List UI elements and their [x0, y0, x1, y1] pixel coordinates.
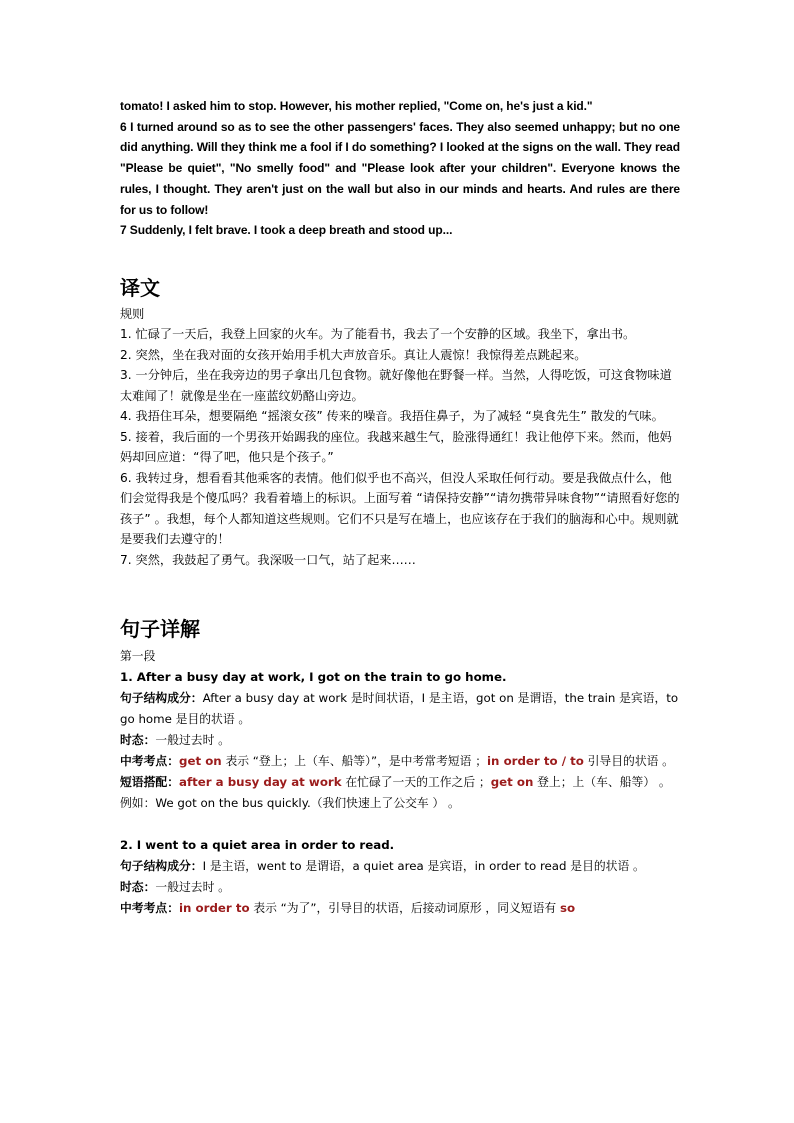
exam-keyword: so [559, 901, 576, 916]
exam-text: 表示 “为了”，引导目的状语，后接动词原形 ，同义短语有 [249, 901, 560, 916]
phrase-line [120, 772, 680, 814]
section-label: 第一段 [120, 649, 156, 664]
sentence-1: 1. After a busy day at work, I got on the train to go home. [120, 670, 507, 685]
translation-paragraph: 4. 我捂住耳朵，想要隔绝 “摇滚女孩” 传来的噪音。我捂住鼻子，为了减轻 “臭食先生” 散发的气味。 [120, 409, 664, 424]
sentence-2: 2. I went to a quiet area in order to read. [120, 838, 395, 853]
exam-point-line [120, 751, 680, 772]
structure-text: I 是主语，went to 是谓语，a quiet area 是宾语，in order to read 是目的状语 。 [202, 859, 645, 874]
structure-line [120, 856, 680, 877]
phrase-label: 短语搭配： [120, 775, 179, 790]
tense-text: 一般过去时 。 [155, 880, 230, 895]
story-line-1: tomato! I asked him to stop. However, his mother replied, "Come on, he's just a kid." [120, 99, 593, 113]
phrase-keyword: after a busy day at work [179, 775, 342, 790]
translation-paragraph: 6. 我转过身，想看看其他乘客的表情。他们似乎也不高兴，但没人采取任何行动。要是我做点什么，他们会觉得我是个傻瓜吗？我看着墙上的标识。上面写着 “请保持安静”“请勿携带异味食物”“请照看好您的孩子” 。我想，每个人都知道这些规则。它们不只是写在墙上，也应该存在于我们的脑海和心中。规则就是要我们去遵守的！ [120, 470, 680, 547]
phrase-text: 在忙碌了一天的工作之后 ； [341, 775, 491, 790]
exam-label: 中考考点： [120, 754, 179, 769]
exam-keyword: in order to / to [487, 754, 584, 769]
structure-label: 句子结构成分： [120, 859, 203, 874]
translation-paragraph: 3. 一分钟后，坐在我旁边的男子拿出几包食物。就好像他在野餐一样。当然，人得吃饭，可这食物味道太难闻了！就像是坐在一座蓝纹奶酪山旁边。 [120, 368, 672, 403]
story-paragraph-7: 7 Suddenly, I felt brave. I took a deep breath and stood up... [120, 223, 453, 238]
tense-line [120, 877, 680, 898]
translation-paragraph: 5. 接着，我后面的一个男孩开始踢我的座位。我越来越生气，脸涨得通红！我让他停下来。然而，他妈妈却回应道：“得了吧，他只是个孩子。” [120, 429, 672, 465]
tense-text: 一般过去时 。 [155, 733, 230, 748]
exam-keyword: in order to [179, 901, 250, 916]
exam-text: 引导目的状语 。 [583, 754, 674, 769]
story-paragraph-6: 6 I turned around so as to see the other passengers' faces. They also seemed unhappy; but no one did anything. Will they think me a fool if I do something? I looked at the signs on the wall. They read "Please be quiet", "No smelly food" and "Please look after your children". Everyone knows the rules, I thought. They aren't just on the wall but also in our minds and hearts. And rules are there for us to follow! [120, 119, 680, 217]
details-heading: 句子详解 [120, 617, 200, 642]
translation-heading: 译文 [120, 275, 160, 300]
exam-text: 表示 “登上；上（车、船等）”，是中考常考短语 ； [221, 754, 488, 769]
exam-keyword: get on [179, 754, 222, 769]
translation-paragraph: 2. 突然，坐在我对面的女孩开始用手机大声放音乐。真让人震惊！我惊得差点跳起来。 [120, 347, 587, 362]
structure-line [120, 688, 680, 730]
phrase-keyword: get on [490, 775, 534, 790]
structure-label: 句子结构成分： [120, 691, 203, 706]
document-page [120, 96, 680, 919]
sentence-details [120, 646, 680, 919]
exam-label: 中考考点： [120, 901, 179, 916]
tense-label: 时态： [120, 880, 156, 895]
tense-label: 时态： [120, 733, 156, 748]
translation-title: 规则 [120, 306, 145, 321]
translation-paragraph: 7. 突然，我鼓起了勇气。我深吸一口气，站了起来…… [120, 552, 416, 567]
structure-text: After a busy day at work 是时间状语，I 是主语，got on 是谓语，the train 是宾语，to go home 是目的状语 。 [120, 691, 679, 727]
translation-body [120, 304, 680, 571]
phrase-text: 登上；上（车、船等） 。例如：We got on the bus quickly.（我们快速上了公交车 ） 。 [120, 775, 671, 811]
translation-paragraph: 1. 忙碌了一天后，我登上回家的火车。为了能看书，我去了一个安静的区域。我坐下，拿出书。 [120, 327, 636, 342]
story-text [120, 96, 680, 241]
exam-point-line [120, 898, 680, 919]
tense-line [120, 730, 680, 751]
